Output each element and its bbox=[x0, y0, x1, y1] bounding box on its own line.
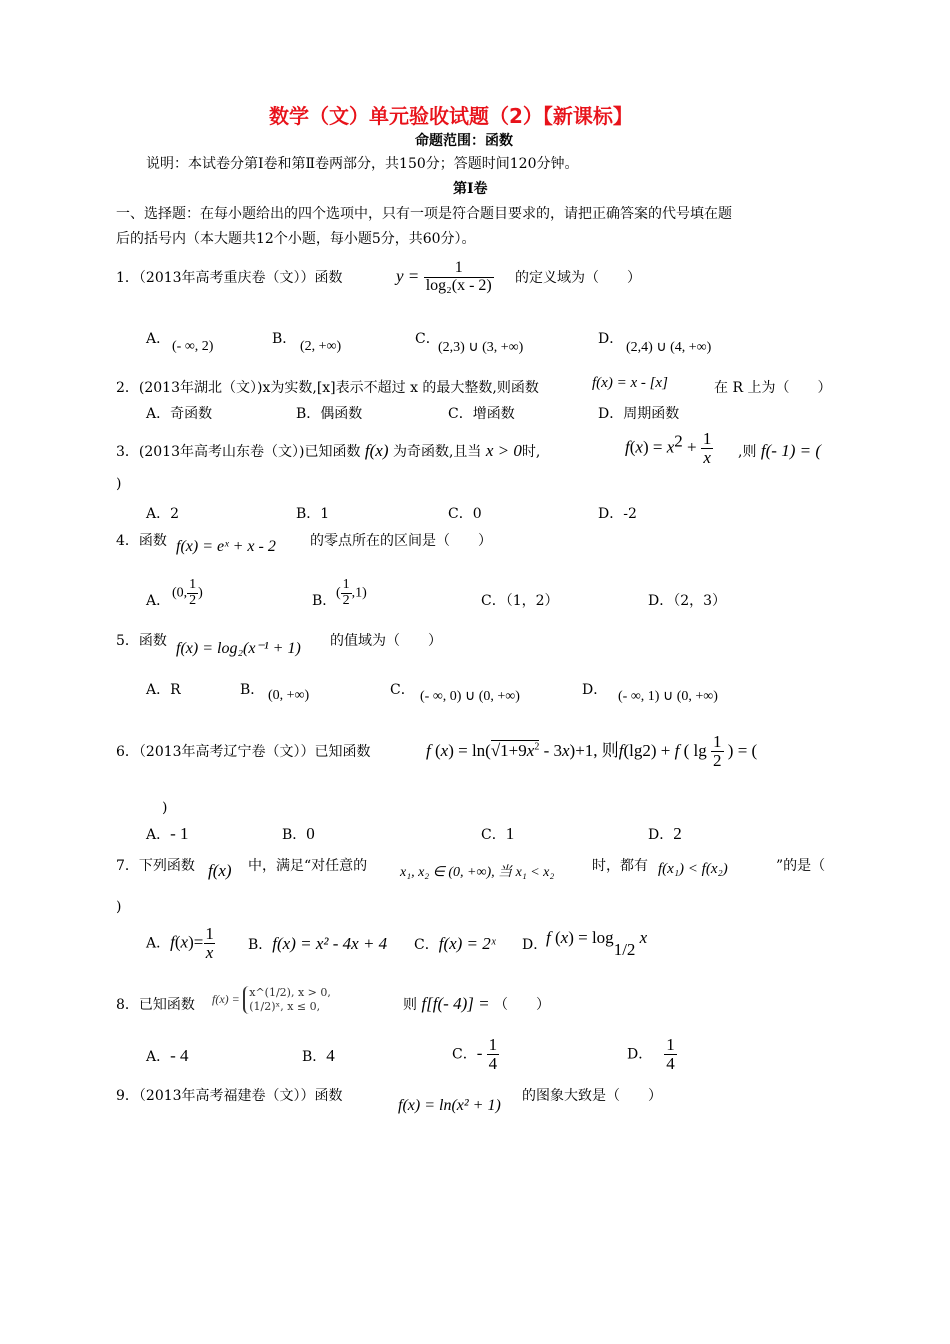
q1-option-b: (2, +∞) bbox=[300, 339, 342, 354]
question-5-formula: f(x) = log₂(x⁻¹ + 1) bbox=[176, 640, 301, 657]
question-8-tail: 则 f[f(- 4)] = （ ） bbox=[403, 994, 551, 1013]
q3-option-b: B．1 bbox=[296, 506, 330, 522]
question-9-tail: 的图象大致是（ ） bbox=[522, 1088, 662, 1104]
question-5-tail: 的值域为（ ） bbox=[330, 633, 442, 649]
question-9-formula: f(x) = ln(x² + 1) bbox=[398, 1097, 501, 1114]
section-instruction-line1: 一、选择题：在每小题给出的四个选项中，只有一项是符合题目要求的，请把正确答案的代号填在题 bbox=[116, 206, 732, 222]
q4-option-b: ( $\frac{1}{2}$ ,1) bbox=[336, 577, 367, 608]
section-instruction-line2: 后的括号内（本大题共12个小题，每小题5分，共60分）。 bbox=[116, 231, 476, 247]
q1-option-d-letter: D． bbox=[598, 331, 624, 347]
question-7-stem: 7．下列函数 bbox=[116, 858, 195, 874]
q3-option-a: A．2 bbox=[146, 506, 180, 522]
q6-option-c: C．1 bbox=[481, 824, 515, 843]
q2-option-c: C．增函数 bbox=[448, 406, 515, 422]
question-1-tail: 的定义域为（ ） bbox=[515, 270, 641, 286]
q1-option-d: (2,4) ∪ (4, +∞) bbox=[626, 340, 712, 355]
question-7-mid2: 时，都有 bbox=[592, 858, 648, 874]
question-3-wrap: ) bbox=[116, 476, 122, 492]
question-8-piecewise: f(x) = x^(1/2), x > 0, (1/2)ˣ, x ≤ 0, bbox=[212, 986, 331, 1013]
question-7-cond: x₁, x₂ ∈ (0, +∞), 当 x₁ < x₂ bbox=[400, 865, 555, 880]
q1-option-a: (- ∞, 2) bbox=[172, 339, 214, 354]
q4-option-d: D．（2，3） bbox=[648, 593, 727, 609]
q5-option-d-letter: D． bbox=[582, 682, 608, 698]
q8-option-c: C．- $\frac{1}{4}$ bbox=[452, 1035, 498, 1073]
question-1-stem: 1．（2013年高考重庆卷（文））函数 bbox=[116, 270, 343, 286]
question-4-tail: 的零点所在的区间是（ ） bbox=[310, 533, 492, 549]
question-6-stem: 6．（2013年高考辽宁卷（文））已知函数 bbox=[116, 744, 371, 760]
question-3-formula: $f(x) = x^2$ + $\frac{1}{x}$ bbox=[625, 429, 712, 467]
q1-option-b-letter: B． bbox=[272, 331, 297, 347]
q2-option-a: A．奇函数 bbox=[146, 406, 213, 422]
q5-option-c: (- ∞, 0) ∪ (0, +∞) bbox=[420, 689, 520, 704]
exam-note: 说明：本试卷分第Ⅰ卷和第Ⅱ卷两部分，共150分；答题时间120分钟。 bbox=[146, 156, 579, 172]
question-4-stem: 4．函数 bbox=[116, 533, 167, 549]
q5-option-d: (- ∞, 1) ∪ (0, +∞) bbox=[618, 689, 718, 704]
question-3-stem: 3．(2013年高考山东卷（文）)已知函数 f(x) 为奇函数,且当 x > 0时, bbox=[116, 441, 541, 460]
q1-option-a-letter: A． bbox=[146, 331, 171, 347]
question-7-mid: 中，满足“对任意的 bbox=[248, 858, 368, 874]
question-9-stem: 9．（2013年高考福建卷（文））函数 bbox=[116, 1088, 343, 1104]
question-6-wrap: ) bbox=[162, 800, 168, 816]
question-1-formula: y = $\frac{1}{\text{log₂(x - 2)}}$ bbox=[396, 259, 492, 294]
question-5-stem: 5．函数 bbox=[116, 633, 167, 649]
question-6-formula: f $(x) = \ln(√1+9x^2 - 3x)+1$, 则f(lg2) + f ( lg $\frac{1}{2}$ ) = ( bbox=[426, 732, 758, 770]
q1-option-c-letter: C． bbox=[415, 331, 440, 347]
q3-option-d: D．-2 bbox=[598, 506, 637, 522]
q5-option-b: (0, +∞) bbox=[268, 688, 310, 703]
q5-option-c-letter: C． bbox=[390, 682, 415, 698]
question-8-stem: 8．已知函数 bbox=[116, 997, 195, 1013]
question-2-formula: f(x) = x - [x] bbox=[592, 375, 668, 391]
q4-option-a-letter: A． bbox=[146, 593, 171, 609]
q8-option-b: B．4 bbox=[302, 1046, 335, 1065]
q7-option-b: B．f(x) = x² - 4x + 4 bbox=[248, 934, 388, 953]
q6-option-b: B．0 bbox=[282, 824, 315, 843]
question-2-stem: 2．(2013年湖北（文）)x为实数,[x]表示不超过 x 的最大整数,则函数 bbox=[116, 380, 539, 396]
q4-option-b-letter: B． bbox=[312, 593, 337, 609]
question-4-formula: f(x) = eˣ + x - 2 bbox=[176, 538, 276, 555]
part-heading: 第Ⅰ卷 bbox=[453, 181, 488, 197]
q4-option-a: (0, $\frac{1}{2}$ ) bbox=[172, 577, 203, 608]
q7-option-a: A．f(x)= $\frac{1}{x}$ bbox=[146, 924, 214, 962]
q1-option-c: (2,3) ∪ (3, +∞) bbox=[438, 340, 524, 355]
q2-option-b: B．偶函数 bbox=[296, 406, 363, 422]
q8-option-d: D． $\frac{1}{4}$ bbox=[627, 1035, 675, 1073]
question-7-tail: ”的是（ bbox=[776, 858, 826, 874]
question-7-ineq: f(x₁) < f(x₂) bbox=[658, 861, 728, 877]
q7-option-d-letter: D． bbox=[522, 937, 548, 953]
q3-option-c: C．0 bbox=[448, 506, 482, 522]
scope-line: 命题范围：函数 bbox=[415, 133, 513, 149]
q6-option-d: D．2 bbox=[648, 824, 682, 843]
page-title: 数学（文）单元验收试题（2）【新课标】 bbox=[269, 104, 633, 128]
question-2-tail: 在 R 上为（ ） bbox=[714, 380, 832, 396]
q7-option-c: C．f(x) = 2ˣ bbox=[414, 934, 496, 953]
question-7-wrap: ) bbox=[116, 899, 122, 915]
q5-option-b-letter: B． bbox=[240, 682, 265, 698]
q6-option-a: A．- 1 bbox=[146, 824, 189, 843]
q7-option-d: f $(x) = \log_{1/2} x$ bbox=[546, 928, 648, 959]
q8-option-a: A．- 4 bbox=[146, 1046, 189, 1065]
q5-option-a: A．R bbox=[146, 682, 181, 698]
question-3-tail: ,则 f(- 1) = ( bbox=[738, 441, 821, 460]
q4-option-c: C．（1，2） bbox=[481, 593, 559, 609]
q2-option-d: D．周期函数 bbox=[598, 406, 680, 422]
question-7-f: f(x) bbox=[208, 861, 232, 880]
